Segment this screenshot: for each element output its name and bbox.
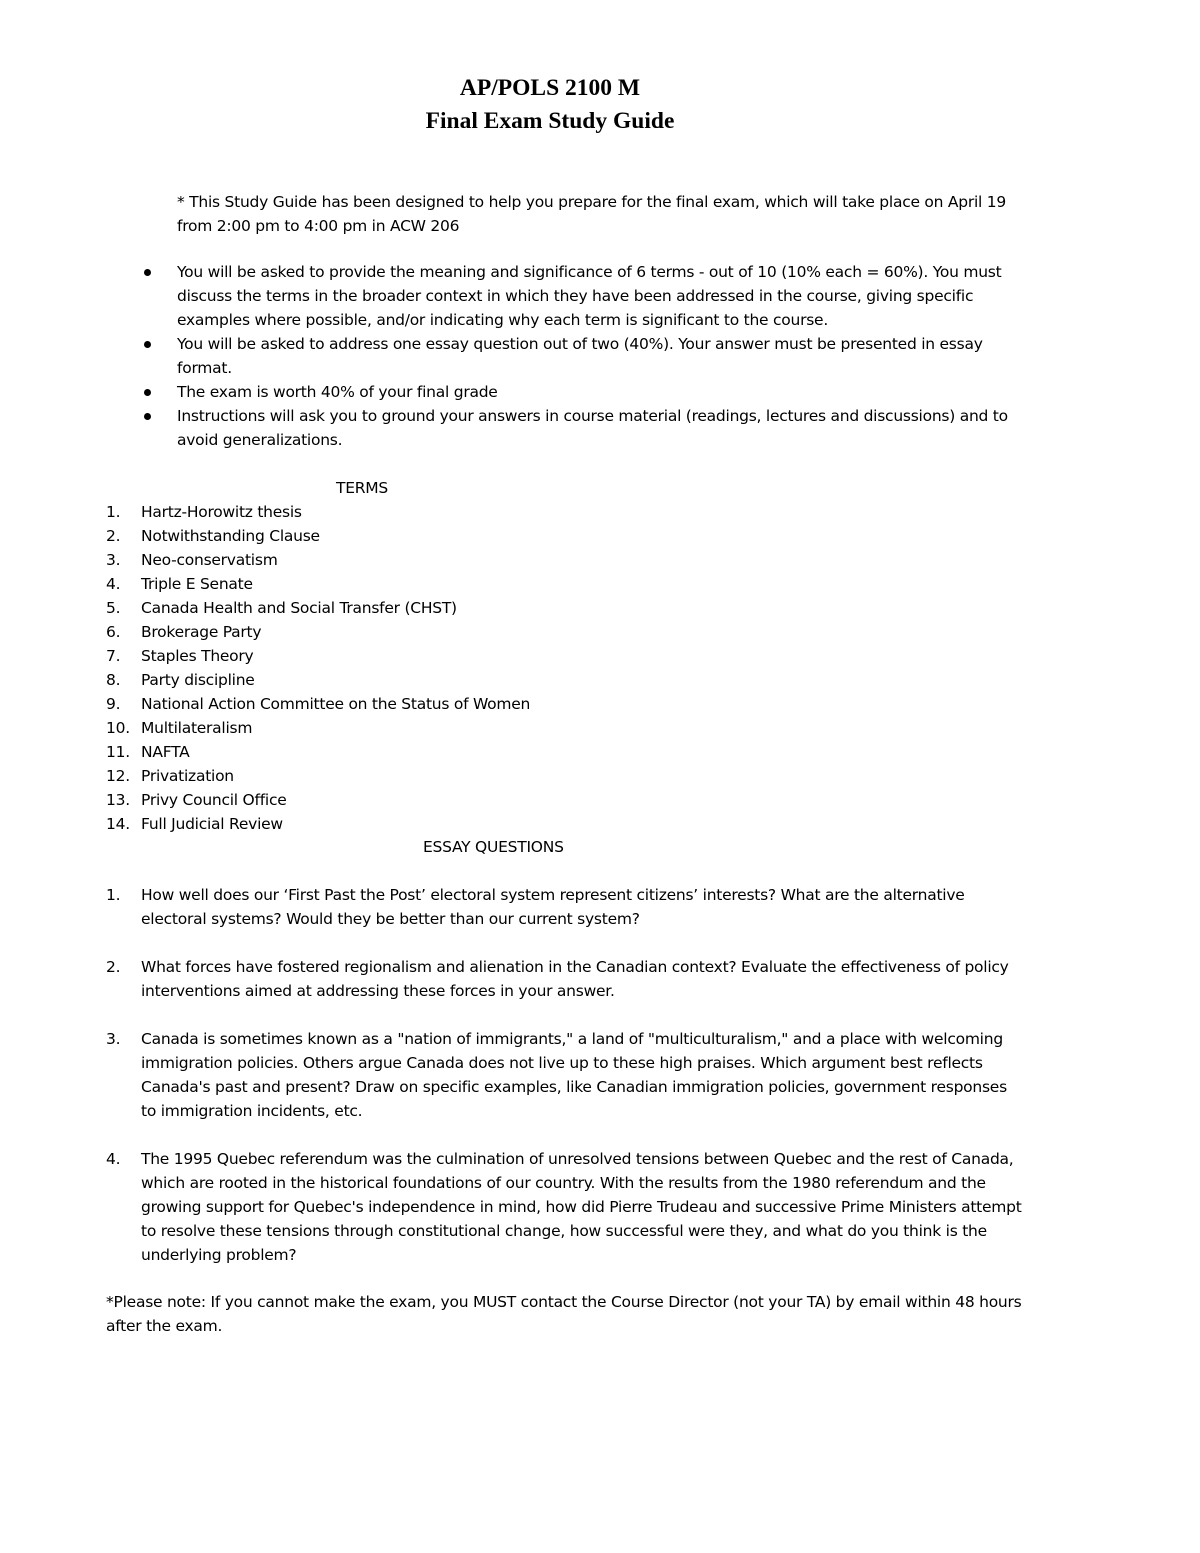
intro-paragraph: * This Study Guide has been designed to help you prepare for the final exam, which will take place on April 19 from 2:00 pm to 4:00 pm in ACW 206 [177,193,1006,235]
essay-question-item [106,955,1026,1003]
terms-heading: TERMS [336,479,388,497]
term-item [106,620,530,644]
term-text: Notwithstanding Clause [141,527,320,545]
term-item [106,572,530,596]
term-item [106,692,530,716]
exam-absence-note: *Please note: If you cannot make the exam, you MUST contact the Course Director (not your TA) by email within 48 hours after the exam. [106,1293,1022,1335]
essay-question-number: 1. [106,886,121,904]
term-number: 11. [106,743,130,761]
term-item [106,764,530,788]
course-code: AP/POLS 2100 M [459,75,641,101]
term-number: 2. [106,527,121,545]
essay-question-number: 4. [106,1150,121,1168]
essay-question-text: Canada is sometimes known as a "nation of immigrants," a land of "multiculturalism," and a place with welcoming immigration policies. Others argue Canada does not live up to these high praises. Which argument best reflects Canada's past and present? Draw on specific examples, like Canadian immigration policies, government responses to immigration incidents, etc. [141,1030,1007,1120]
term-item [106,668,530,692]
term-text: Full Judicial Review [141,815,283,833]
term-text: Canada Health and Social Transfer (CHST) [141,599,457,617]
essay-questions-heading: ESSAY QUESTIONS [423,838,564,856]
instruction-text: You will be asked to address one essay question out of two (40%). Your answer must be presented in essay format. [177,335,983,377]
essay-question-text: The 1995 Quebec referendum was the culmination of unresolved tensions between Quebec and the rest of Canada, which are rooted in the historical foundations of our country. With the results from the 1980 referendum and the growing support for Quebec's independence in mind, how did Pierre Trudeau and successive Prime Ministers attempt to resolve these tensions through constitutional change, how successful were they, and what do you think is the underlying problem? [141,1150,1022,1264]
essay-question-text: What forces have fostered regionalism and alienation in the Canadian context? Evaluate the effectiveness of policy interventions aimed at addressing these forces in your answer. [141,958,1009,1000]
instruction-item [140,332,1010,380]
essay-question-item [106,1147,1026,1267]
term-number: 6. [106,623,121,641]
term-item [106,788,530,812]
term-number: 9. [106,695,121,713]
term-item [106,548,530,572]
term-text: Hartz-Horowitz thesis [141,503,302,521]
instruction-item [140,404,1010,452]
term-number: 14. [106,815,130,833]
term-item [106,740,530,764]
term-text: National Action Committee on the Status of Women [141,695,531,713]
term-text: Party discipline [141,671,255,689]
term-text: Privatization [141,767,234,785]
term-number: 12. [106,767,130,785]
essay-question-item [106,883,1026,931]
instruction-text: Instructions will ask you to ground your answers in course material (readings, lectures and discussions) and to avoid generalizations. [177,407,1008,449]
exam-instructions-list [140,260,1010,452]
term-text: Neo-conservatism [141,551,278,569]
essay-question-item [106,1027,1026,1123]
essay-question-number: 3. [106,1030,121,1048]
instruction-item [140,260,1010,332]
term-item [106,812,530,836]
term-text: NAFTA [141,743,190,761]
term-number: 4. [106,575,121,593]
bullet-icon [144,413,151,420]
terms-list [106,500,530,836]
bullet-icon [144,341,151,348]
term-number: 8. [106,671,121,689]
essay-question-number: 2. [106,958,121,976]
term-number: 5. [106,599,121,617]
term-text: Privy Council Office [141,791,287,809]
term-item [106,500,530,524]
instruction-text: You will be asked to provide the meaning and significance of 6 terms - out of 10 (10% each = 60%). You must discuss the terms in the broader context in which they have been addressed in the course, giving specific examples where possible, and/or indicating why each term is significant to the course. [177,263,1002,329]
term-text: Multilateralism [141,719,253,737]
term-number: 13. [106,791,130,809]
essay-question-text: How well does our ‘First Past the Post’ electoral system represent citizens’ interests? What are the alternative electoral systems? Would they be better than our current system? [141,886,965,928]
term-item [106,716,530,740]
term-item [106,524,530,548]
instruction-item [140,380,1010,404]
document-header [0,72,1100,138]
term-number: 3. [106,551,121,569]
term-number: 10. [106,719,130,737]
term-number: 1. [106,503,121,521]
term-text: Brokerage Party [141,623,262,641]
page-title: Final Exam Study Guide [425,108,675,134]
term-item [106,644,530,668]
bullet-icon [144,269,151,276]
term-item [106,596,530,620]
term-text: Staples Theory [141,647,254,665]
essay-questions-list [106,883,1026,1267]
term-text: Triple E Senate [141,575,253,593]
instruction-text: The exam is worth 40% of your final grade [177,383,498,401]
term-number: 7. [106,647,121,665]
bullet-icon [144,389,151,396]
